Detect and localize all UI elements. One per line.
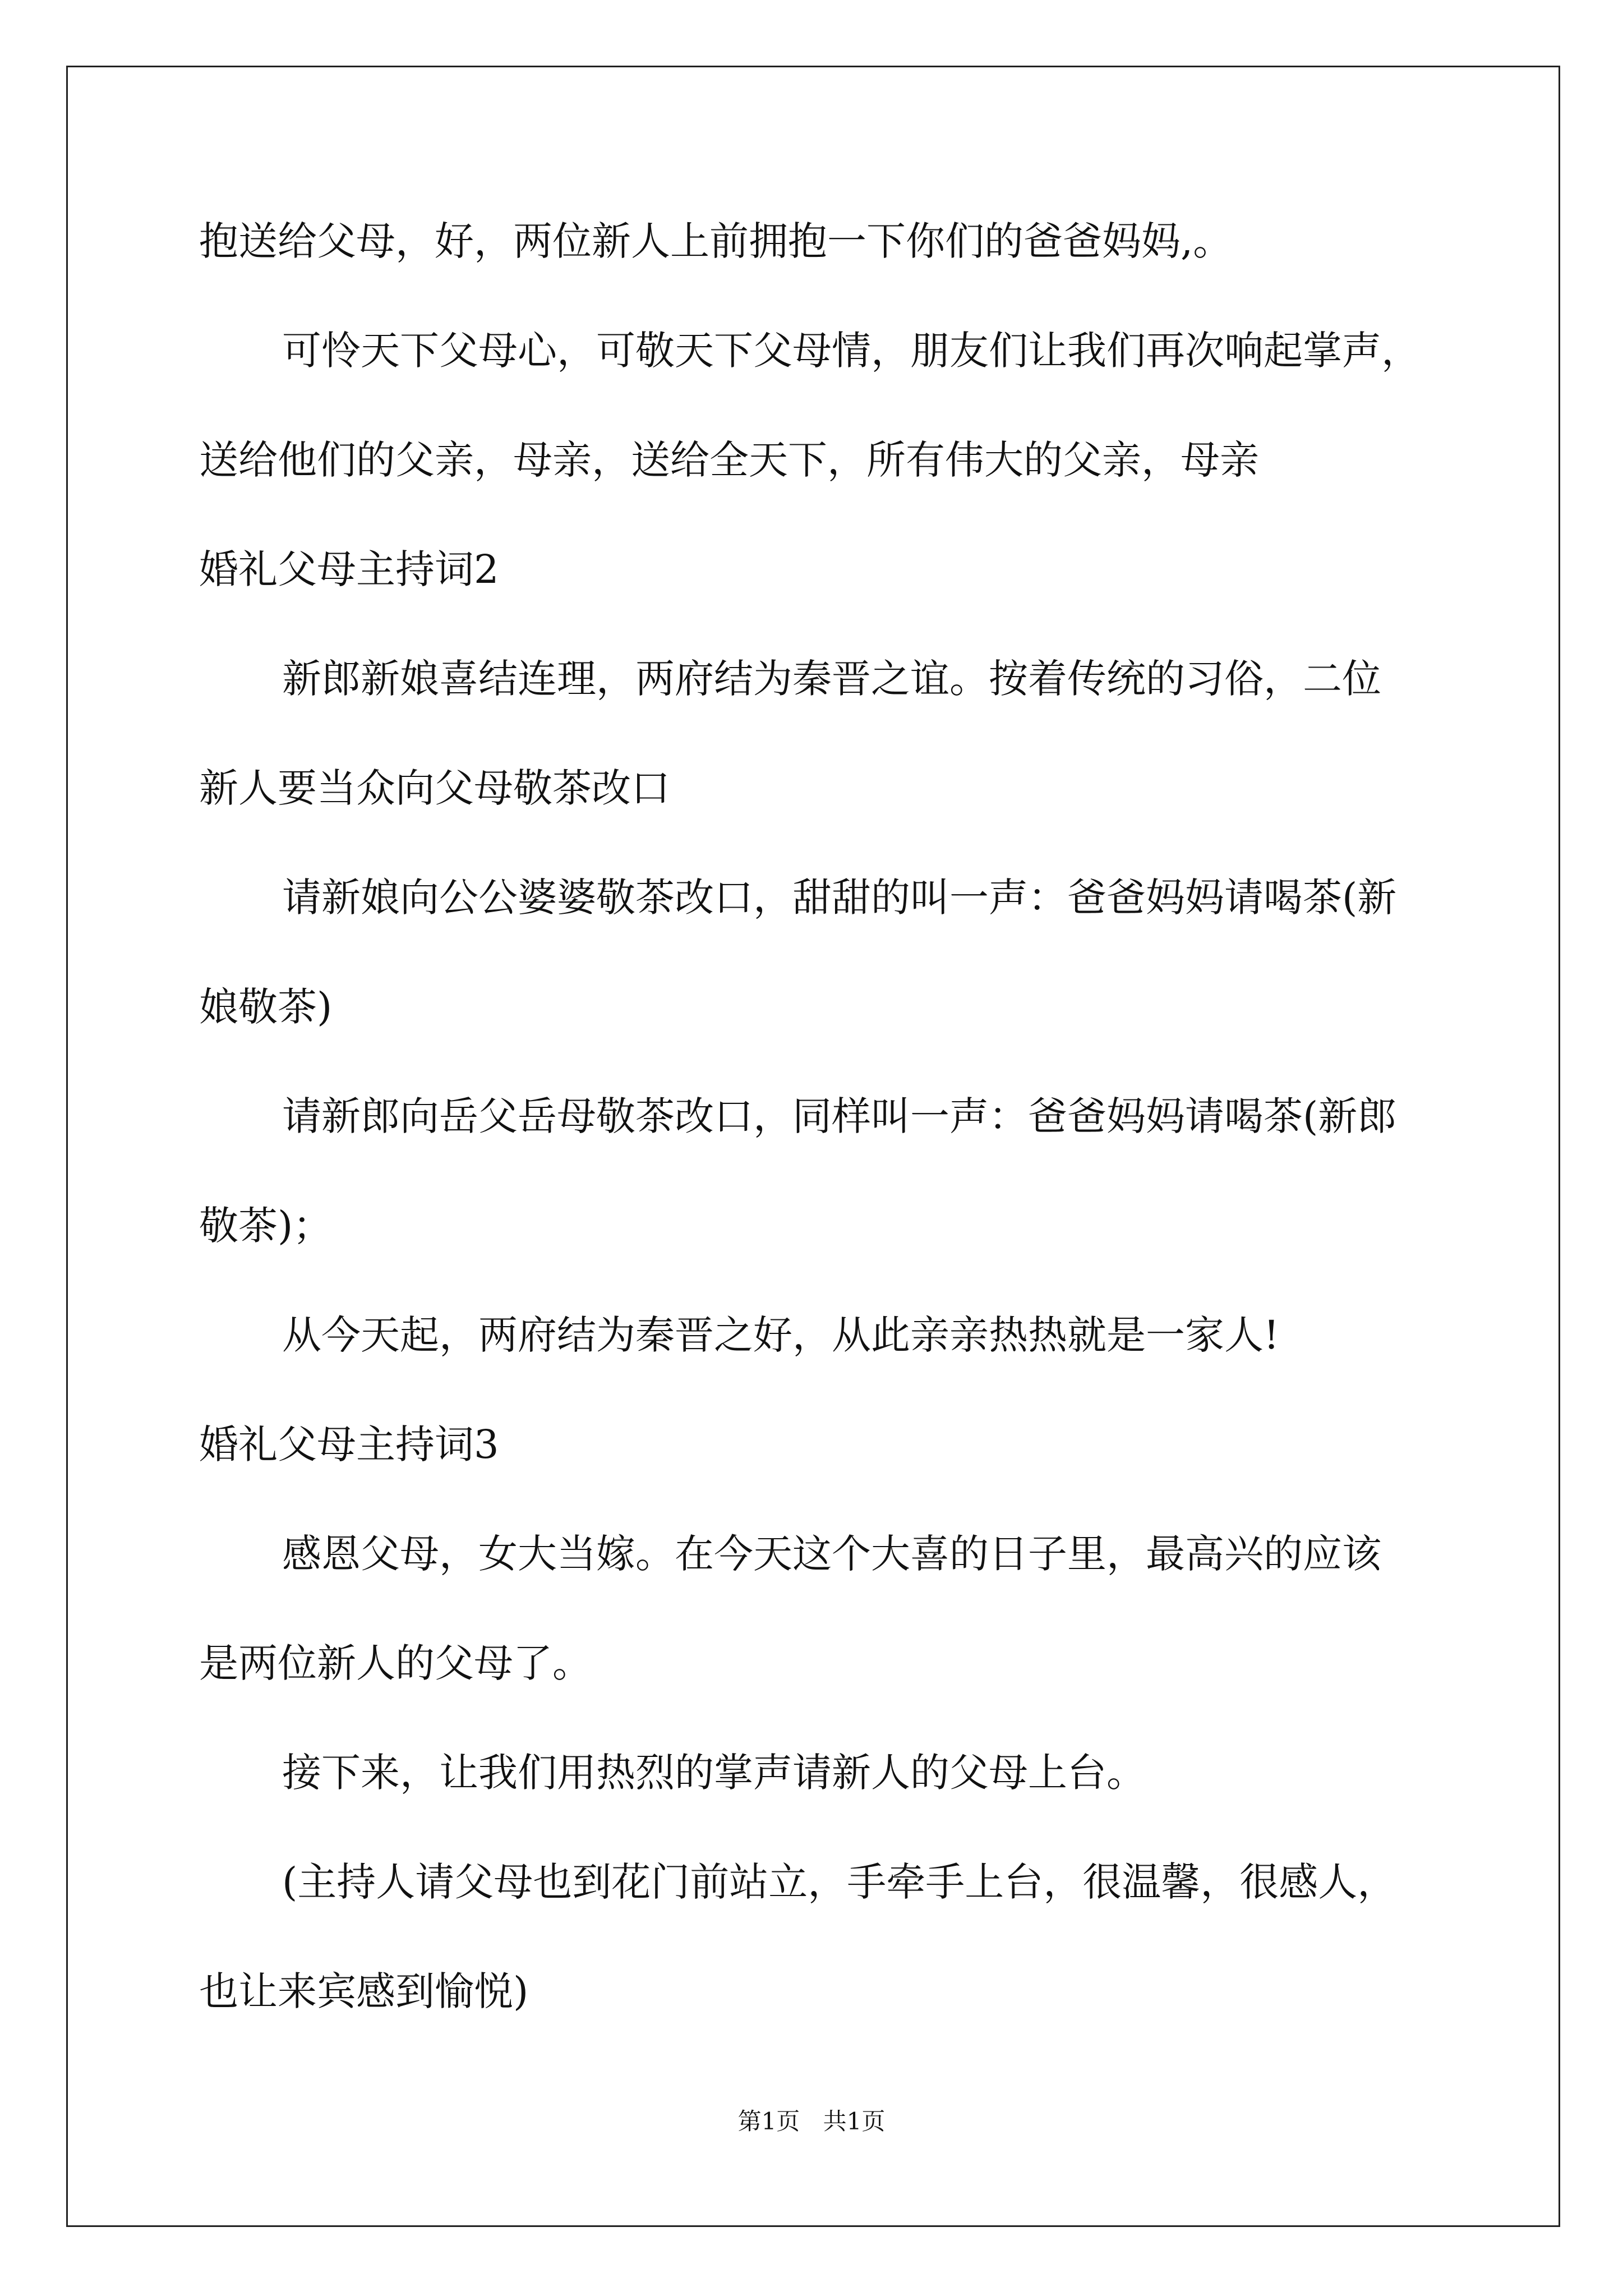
text-line: 娘敬茶): [199, 984, 333, 1030]
page-number: 第1页: [737, 2108, 800, 2135]
paragraph-line: 从今天起，两府结为秦晋之好，从此亲亲热热就是一家人!: [282, 1312, 1280, 1358]
paragraph-line: 可怜天下父母心，可敬天下父母情，朋友们让我们再次响起掌声，: [282, 328, 1421, 374]
paragraph-line: 请新郎向岳父岳母敬茶改口，同样叫一声：爸爸妈妈请喝茶(新郎: [282, 1093, 1397, 1139]
text-line: 敬茶)；: [199, 1203, 333, 1249]
page-total: 共1页: [823, 2108, 886, 2135]
paragraph-line: 新郎新娘喜结连理，两府结为秦晋之谊。按着传统的习俗，二位: [282, 656, 1381, 702]
text-line: 送给他们的父亲，母亲，送给全天下，所有伟大的父亲，母亲: [199, 437, 1259, 483]
text-line: 抱送给父母，好，两位新人上前拥抱一下你们的爸爸妈妈,。: [199, 218, 1233, 264]
page-footer: [0, 2105, 1623, 2138]
text-line: 是两位新人的父母了。: [199, 1640, 592, 1686]
paragraph-line: 请新娘向公公婆婆敬茶改口，甜甜的叫一声：爸爸妈妈请喝茶(新: [282, 875, 1397, 921]
text-line: 也让来宾感到愉悦): [199, 1968, 529, 2014]
paragraph-line: 感恩父母，女大当嫁。在今天这个大喜的日子里，最高兴的应该: [282, 1531, 1381, 1577]
paragraph-line: (主持人请父母也到花门前站立，手牵手上台，很温馨，很感人，: [282, 1859, 1397, 1905]
section-heading: 婚礼父母主持词2: [199, 546, 499, 592]
section-heading: 婚礼父母主持词3: [199, 1421, 499, 1467]
text-line: 新人要当众向父母敬茶改口: [199, 765, 670, 811]
paragraph-line: 接下来，让我们用热烈的掌声请新人的父母上台。: [282, 1750, 1146, 1796]
